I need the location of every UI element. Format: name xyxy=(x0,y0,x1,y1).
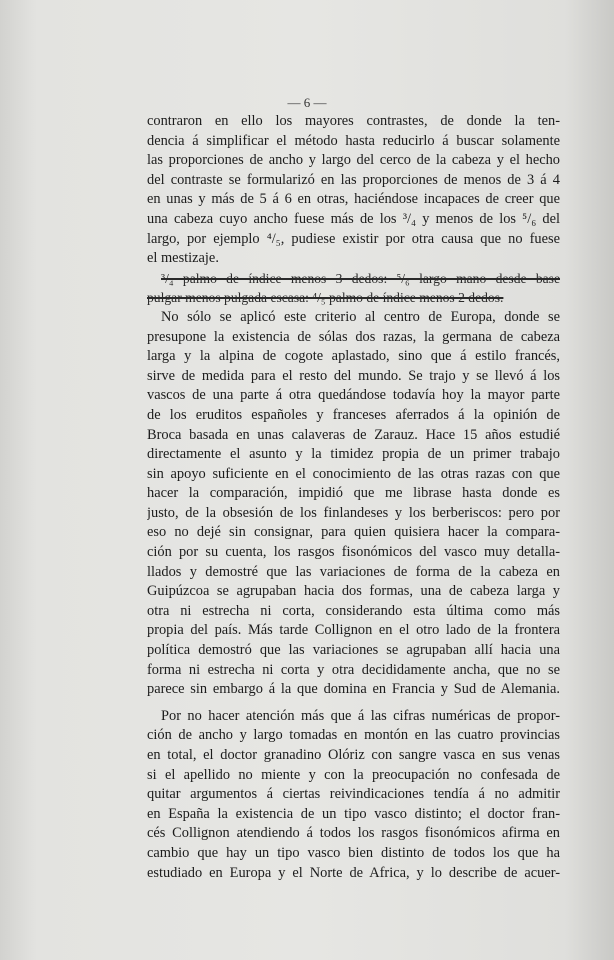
text-line: directamente el asunto y la timidez propia de un primer trabajo xyxy=(147,446,560,463)
text-line: Por no hacer atención más que á las cifras numéricas de propor- xyxy=(161,707,560,724)
text-line: de los eruditos españoles y franceses aferrados á la opinión de xyxy=(147,406,560,423)
text-line: presupone la existencia de sólas dos razas, la germana de cabeza xyxy=(147,328,560,345)
text-line: el mestizaje. xyxy=(147,250,219,267)
text-line: cambio que hay un tipo vasco bien distinto de todos los que ha xyxy=(147,844,560,861)
text-line: estudiado en Europa y el Norte de Africa, y lo describe de acuer- xyxy=(147,864,560,881)
text-line: dencia á simplificar el método hasta reducirlo á buscar solamente xyxy=(147,132,560,149)
paragraph-oloriz xyxy=(147,707,560,883)
text-line: largo, por ejemplo ⁴/₅, pudiese existir por otra causa que no fuese xyxy=(147,230,560,247)
body-text xyxy=(147,112,560,883)
text-line: política demostró que las variaciones se agrupaban allí hacia una xyxy=(147,642,560,659)
text-line: cés Collignon atendiendo á todos los rasgos fisonómicos afirma en xyxy=(147,825,560,842)
text-line: las proporciones de ancho y largo del cerco de la cabeza y el hecho xyxy=(147,152,560,169)
text-line: quitar argumentos á ciertas reivindicaciones tendía á no admitir xyxy=(147,786,560,803)
text-line: Broca basada en unas calaveras de Zarauz. Hace 15 años estudié xyxy=(147,426,560,443)
text-line: del contraste se formularizó en las proporciones de menos de 3 á 4 xyxy=(147,171,560,188)
text-line: otra ni estrecha ni corta, considerando esta última como más xyxy=(147,602,560,619)
text-line: si el apellido no miente y con la preocupación no confesada de xyxy=(147,766,560,783)
text-line: en total, el doctor granadino Olóriz con sangre vasca en sus venas xyxy=(147,747,560,763)
text-line: contraron en ello los mayores contrastes, de donde la ten- xyxy=(147,113,560,129)
text-line: justo, de la obsesión de los finlandeses y los berberiscos: pero por xyxy=(147,504,560,521)
text-line: en España la existencia de un tipo vasco distinto; el doctor fran- xyxy=(147,805,560,822)
text-line: vascos de una parte á otra quedándose todavía hoy la mayor parte xyxy=(147,387,560,404)
text-line: larga y la alpina de cogote aplastado, sino que á estilo francés, xyxy=(147,348,560,365)
text-line: parece sin embargo á la que domina en Francia y Sud de Alemania. xyxy=(147,681,560,698)
text-line: sin apoyo suficiente en el conocimiento de las otras razas con que xyxy=(147,465,560,482)
text-line: ción de ancho y largo tomadas en montón en las cuatro provincias xyxy=(147,727,560,744)
paragraph-intro xyxy=(147,112,560,269)
text-line: propia del país. Más tarde Collignon en el otro lado de la frontera xyxy=(147,622,560,639)
text-line: en unas y más de 5 á 6 en otras, haciéndose incapaces de creer que xyxy=(147,191,560,208)
struck-line: pulgar menos pulgada escasa: ⁴/₅ palmo de índice menos 2 dedos. xyxy=(147,290,504,306)
page-number: — 6 — xyxy=(287,95,327,110)
text-line: No sólo se aplicó este criterio al centro de Europa, donde se xyxy=(161,308,560,325)
text-line: ción por su cuenta, los rasgos fisonómicos del vasco muy detalla- xyxy=(147,544,560,561)
text-line: eso no dejé sin consignar, para quien quisiera hacer la compara- xyxy=(147,524,560,541)
text-line: sirve de medida para el resto del mundo. Se trajo y se llevó á los xyxy=(147,367,560,384)
text-line: llados y demostré que las variaciones de forma de la cabeza en xyxy=(147,563,560,580)
struck-note xyxy=(147,269,560,308)
struck-line: ³/₄ palmo de índice menos 3 dedos: ⁵/₆ largo mano desde base xyxy=(161,270,560,286)
text-line: hacer la comparación, impidió que me librase hasta donde es xyxy=(147,485,560,502)
text-line: forma ni estrecha ni corta y otra decididamente ancha, que no se xyxy=(147,661,560,678)
paragraph-criterio xyxy=(147,308,560,700)
text-line: una cabeza cuyo ancho fuese más de los ³/₄ y menos de los ⁵/₆ del xyxy=(147,210,560,227)
text-line: Guipúzcoa se agrupaban hacia dos formas, una de cabeza larga y xyxy=(147,583,560,600)
